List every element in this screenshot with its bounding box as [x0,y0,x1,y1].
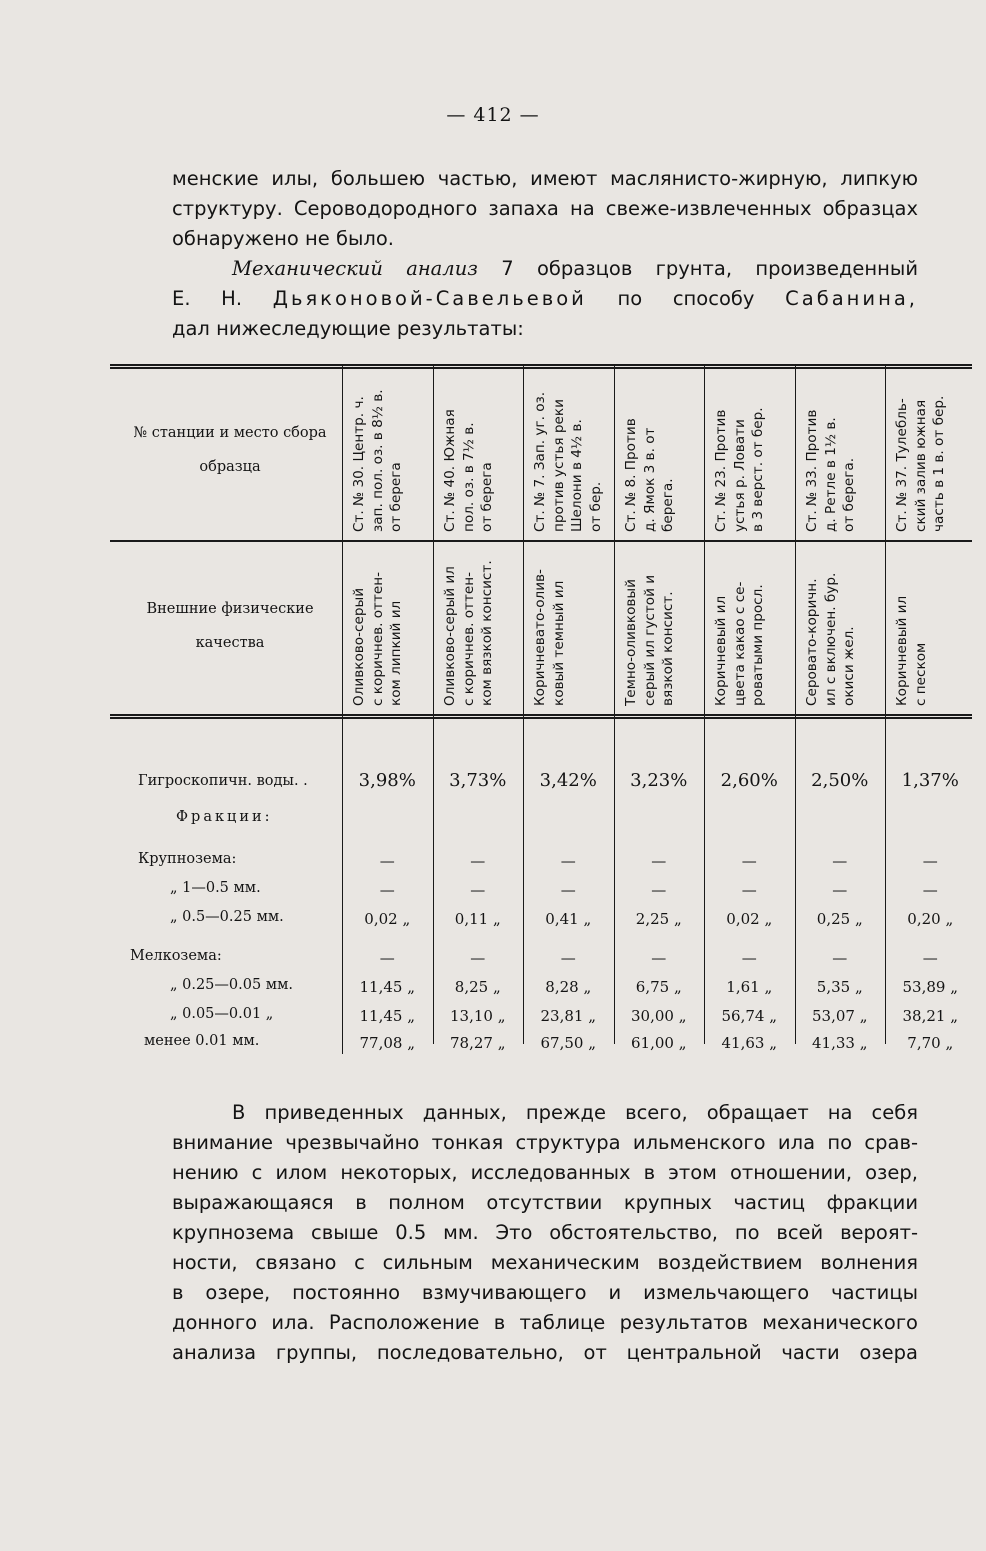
station-header: № станции и место сбора образца [133,425,327,475]
table-cell: — [470,881,486,899]
row-label: Гигроскопичн. воды. . [138,773,308,789]
station-header-cell [441,374,497,532]
station-header-cell [712,374,768,532]
header-line: Ст. № 40. Южная [441,409,458,532]
text-line: внимание чрезвычайно тонкая структура ильменского ила по срав- [172,1131,918,1154]
table-rule [110,717,972,719]
table-cell: 0,02 „ [726,910,773,928]
header-line: пол. оз. в 7½ в. [460,422,476,532]
header-line: Ст. № 23. Против [713,409,729,532]
table-cell: 8,28 „ [545,978,592,996]
text-line [172,284,918,314]
table-cell: 1,37% [901,770,959,791]
row-label: „ 0.5—0.25 мм. [170,909,284,925]
header-line: от берега. [840,457,857,532]
table-cell: — [651,852,667,870]
station-header-cell [622,374,678,532]
row-label: „ 0.25—0.05 мм. [170,977,293,993]
row-label: Крупнозема: [138,851,237,867]
intro-paragraph [172,164,918,344]
table-cell: — [379,949,395,967]
table-cell: 2,25 „ [635,910,682,928]
table-rule [110,540,972,542]
quality-header: Внешние физические качества [146,601,314,651]
text-line: анализа группы, последовательно, от центральной части озера [172,1341,918,1364]
table-cell: 61,00 „ [631,1034,687,1052]
quality-header-cell [531,550,568,706]
header-line: Темно-оливковый [622,579,639,706]
text-line: выражающаяся в полном отсутствии крупных частиц фракции [172,1191,918,1214]
station-header-cell [531,374,605,532]
quality-header-cell [622,550,678,706]
table-cell: 5,35 „ [816,978,863,996]
body-paragraph [172,1098,918,1368]
quality-header-cell [712,550,768,706]
table-cell: 11,45 „ [359,1007,415,1025]
table-cell: 3,98% [358,770,416,791]
quality-header-cell [441,550,497,706]
header-line: часть в 1 в. от бер. [931,395,947,532]
text-fragment: Е. Н. [172,287,273,310]
table-cell: — [832,949,848,967]
station-header-cell [350,374,406,532]
header-line: берега. [659,478,676,532]
text-line: нению с илом некоторых, исследованных в этом отношении, озер, [172,1161,918,1184]
table-cell: 0,20 „ [907,910,954,928]
header-line: Коричневый ил [894,595,910,706]
text-line [172,254,918,284]
text-line: В приведенных данных, прежде всего, обращает на себя [232,1101,918,1124]
header-line: от берега [478,462,495,532]
header-line: Ст. № 30. Центр. ч. [351,396,367,532]
table-cell: 56,74 „ [721,1007,777,1025]
text-line: обнаружено не было. [172,227,394,250]
table-cell: 77,08 „ [359,1034,415,1052]
table-cell: — [741,881,757,899]
table-cell: — [560,949,576,967]
header-line: д. Ретле в 1½ в. [822,417,838,532]
text-line: крупнозема свыше 0.5 мм. Это обстоятельство, по всей вероят- [172,1221,918,1244]
table-cell: 23,81 „ [540,1007,596,1025]
table-cell: 38,21 „ [902,1007,958,1025]
table-rule [110,714,972,716]
quality-header-cell [350,550,406,706]
table-cell: — [651,881,667,899]
table-cell: — [741,949,757,967]
table-cell: — [922,852,938,870]
header-line: Серовато-коричн. [803,578,820,706]
table-cell: 3,42% [539,770,597,791]
header-line: устья р. Ловати [731,419,748,532]
table-cell: 7,70 „ [907,1034,954,1052]
header-line: ком вязкой консист. [478,560,495,706]
text-line: структуру. Сероводородного запаха на свеже-извлеченных образцах [172,197,918,220]
text-line: в озере, постоянно взмучивающего и измельчающего частицы [172,1281,918,1304]
header-line: д. Ямок 3 в. от [641,427,657,532]
row-label: „ 1—0.5 мм. [170,880,261,896]
header-line: от берега [388,462,404,532]
text-line: донного ила. Расположение в таблице результатов механического [172,1311,918,1334]
table-cell: 67,50 „ [540,1034,596,1052]
table-cell: 2,50% [811,770,869,791]
header-line: Коричневый ил [713,595,729,706]
header-line: Ст. № 7. Зап. уг. оз. [532,391,548,532]
method-name: Сабанина, [785,287,918,310]
header-line: окиси жел. [840,626,857,706]
text-line: ности, связано с сильным механическим воздействием волнения [172,1251,918,1274]
table-cell: — [379,881,395,899]
header-line: цвета какао с се- [731,581,748,706]
station-header-cell [893,374,949,532]
header-line: ил с включен. бур. [822,572,838,706]
table-rule [110,364,972,366]
analysis-table [110,364,972,1054]
row-label: „ 0.05—0.01 „ [170,1006,274,1022]
table-cell: 0,25 „ [816,910,863,928]
table-cell: — [470,852,486,870]
table-cell: — [832,881,848,899]
header-line: вязкой консист. [659,591,676,706]
table-cell: — [741,852,757,870]
table-cell: 78,27 „ [450,1034,506,1052]
header-line: ковый темный ил [550,580,567,706]
header-line: Ст. № 33. Против [803,409,820,532]
text-fragment: 7 образцов грунта, произведенный [477,257,919,280]
header-line: Оливково-серый ил [441,566,458,706]
page-number: — 412 — [446,104,540,126]
table-cell: — [560,852,576,870]
header-line: Шелони в 4½ в. [569,419,585,532]
table-cell: 6,75 „ [635,978,682,996]
table-cell: — [470,949,486,967]
column-divider [795,364,796,1044]
header-line: Ст. № 37. Тулебль- [894,398,910,532]
table-cell: 13,10 „ [450,1007,506,1025]
row-label: Мелкозема: [130,948,222,964]
header-line: роватыми просл. [750,584,766,706]
column-divider [704,364,705,1044]
table-cell: 11,45 „ [359,978,415,996]
header-line: серый ил густой и [641,574,657,706]
column-divider [433,364,434,1044]
header-line: против устья реки [550,399,567,532]
text-line: менские илы, большею частью, имеют маслянисто-жирную, липкую [172,167,918,190]
table-cell: — [560,881,576,899]
table-cell: 30,00 „ [631,1007,687,1025]
table-cell: 3,73% [449,770,507,791]
table-cell: 41,63 „ [721,1034,777,1052]
row-label: менее 0.01 мм. [144,1033,260,1049]
header-line: с коричнев. оттен- [369,571,386,706]
column-divider [885,364,886,1044]
header-line: с песком [912,642,929,706]
column-divider [523,364,524,1044]
table-cell: — [832,852,848,870]
table-cell: 53,07 „ [812,1007,868,1025]
header-line: от бер. [587,481,604,532]
header-line: Коричневато-олив- [532,569,548,706]
header-line: ком липкий ил [388,600,404,706]
table-rule [110,367,972,369]
table-cell: 0,11 „ [454,910,501,928]
header-line: с коричнев. оттен- [460,571,476,706]
table-cell: 0,02 „ [364,910,411,928]
table-cell: 8,25 „ [454,978,501,996]
header-line: ский залив южная [912,399,929,532]
table-cell: — [379,852,395,870]
table-cell: 1,61 „ [726,978,773,996]
table-cell: 0,41 „ [545,910,592,928]
row-label: Фракции: [176,809,273,825]
quality-header-cell [893,550,930,706]
text-fragment: по способу [586,287,786,310]
table-cell: 3,23% [630,770,688,791]
station-header-cell [803,374,859,532]
table-cell: 2,60% [720,770,778,791]
header-line: Оливково-серый [351,587,367,706]
italic-term: Механический анализ [232,257,478,280]
header-line: Ст. № 8. Против [622,418,639,532]
text-line: дал нижеследующие результаты: [172,317,524,340]
column-divider [614,364,615,1044]
quality-header-cell [803,550,859,706]
author-name: Дьяконовой-Савельевой [272,287,587,310]
table-cell: — [922,881,938,899]
table-cell: — [922,949,938,967]
table-cell: 53,89 „ [902,978,958,996]
table-cell: — [651,949,667,967]
table-cell: 41,33 „ [812,1034,868,1052]
header-line: в 3 верст. от бер. [750,407,766,532]
header-line: зап. пол. оз. в 8½ в. [369,389,386,532]
